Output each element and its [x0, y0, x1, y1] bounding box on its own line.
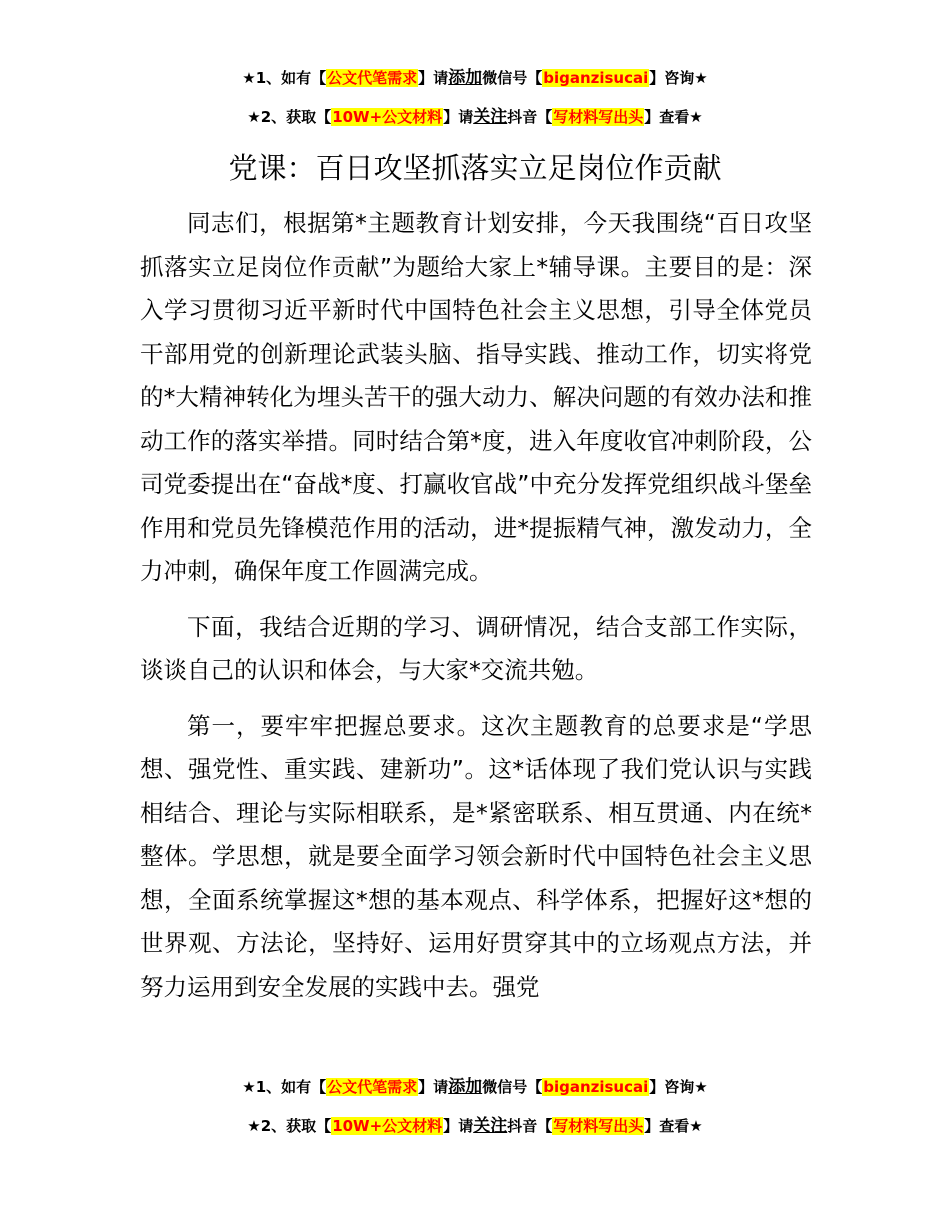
promo-text: 微信号【 [482, 1078, 543, 1096]
promo-text: 】请 [443, 108, 474, 126]
body-paragraph: 第一，要牢牢把握总要求。这次主题教育的总要求是“学思想、强党性、重实践、建新功”。这*话体现了我们党认识与实践相结合、理论与实际相联系，是*紧密联系、相互贯通、内在统*整体。学思想，就是要全面学习领会新时代中国特色社会主义思想，全面系统掌握这*想的基本观点、科学体系，把握好这*想的世界观、方法论，坚持好、运用好贯穿其中的立场观点方法，并努力运用到安全发展的实践中去。强党 [140, 711, 812, 1001]
promo-line-douyin-bottom [0, 1115, 950, 1137]
promo-text: 】查看★ [644, 108, 703, 126]
promo-text: ★2、获取【 [247, 1117, 332, 1135]
body-paragraph: 下面，我结合近期的学习、调研情况，结合支部工作实际，谈谈自己的认识和体会，与大家*交流共勉。 [140, 612, 812, 684]
document-body [140, 202, 812, 1001]
promo-text: ★1、如有【 [242, 1078, 327, 1096]
promo-text: 】咨询★ [649, 1078, 708, 1096]
body-paragraph: 同志们，根据第*主题教育计划安排，今天我围绕“百日攻坚抓落实立足岗位作贡献”为题给大家上*辅导课。主要目的是：深入学习贯彻习近平新时代中国特色社会主义思想，引导全体党员干部用党的创新理论武装头脑、指导实践、推动工作，切实将党的*大精神转化为埋头苦干的强大动力、解决问题的有效办法和推动工作的落实举措。同时结合第*度，进入年度收官冲刺阶段，公司党委提出在“奋战*度、打赢收官战”中充分发挥党组织战斗堡垒作用和党员先锋模范作用的活动，进*提振精气神，激发动力，全力冲刺，确保年度工作圆满完成。 [140, 209, 812, 585]
douyin-account: 写材料写出头 [553, 1117, 644, 1135]
promo-text: ★2、获取【 [247, 108, 332, 126]
wechat-id: biganzisucai [543, 1078, 649, 1096]
promo-text: 】查看★ [644, 1117, 703, 1135]
promo-text: 】请 [418, 69, 449, 87]
promo-highlight: 公文代笔需求 [327, 69, 418, 87]
promo-underline: 关注 [473, 1116, 508, 1136]
douyin-account: 写材料写出头 [553, 108, 644, 126]
wechat-id: biganzisucai [543, 69, 649, 87]
promo-highlight: 10W+公文材料 [332, 108, 443, 126]
promo-line-douyin-top [0, 106, 950, 128]
promo-text: 】请 [418, 1078, 449, 1096]
promo-underline: 添加 [448, 1077, 483, 1097]
document-title: 党课：百日攻坚抓落实立足岗位作贡献 [228, 151, 722, 185]
promo-line-wechat-bottom [0, 1076, 950, 1098]
promo-text: 抖音【 [507, 108, 553, 126]
promo-text: 抖音【 [507, 1117, 553, 1135]
promo-text: 】请 [443, 1117, 474, 1135]
promo-highlight: 10W+公文材料 [332, 1117, 443, 1135]
promo-text: 】咨询★ [649, 69, 708, 87]
promo-text: 微信号【 [482, 69, 543, 87]
promo-highlight: 公文代笔需求 [327, 1078, 418, 1096]
promo-underline: 关注 [473, 107, 508, 127]
promo-underline: 添加 [448, 68, 483, 88]
promo-text: ★1、如有【 [242, 69, 327, 87]
promo-line-wechat-top [0, 67, 950, 89]
